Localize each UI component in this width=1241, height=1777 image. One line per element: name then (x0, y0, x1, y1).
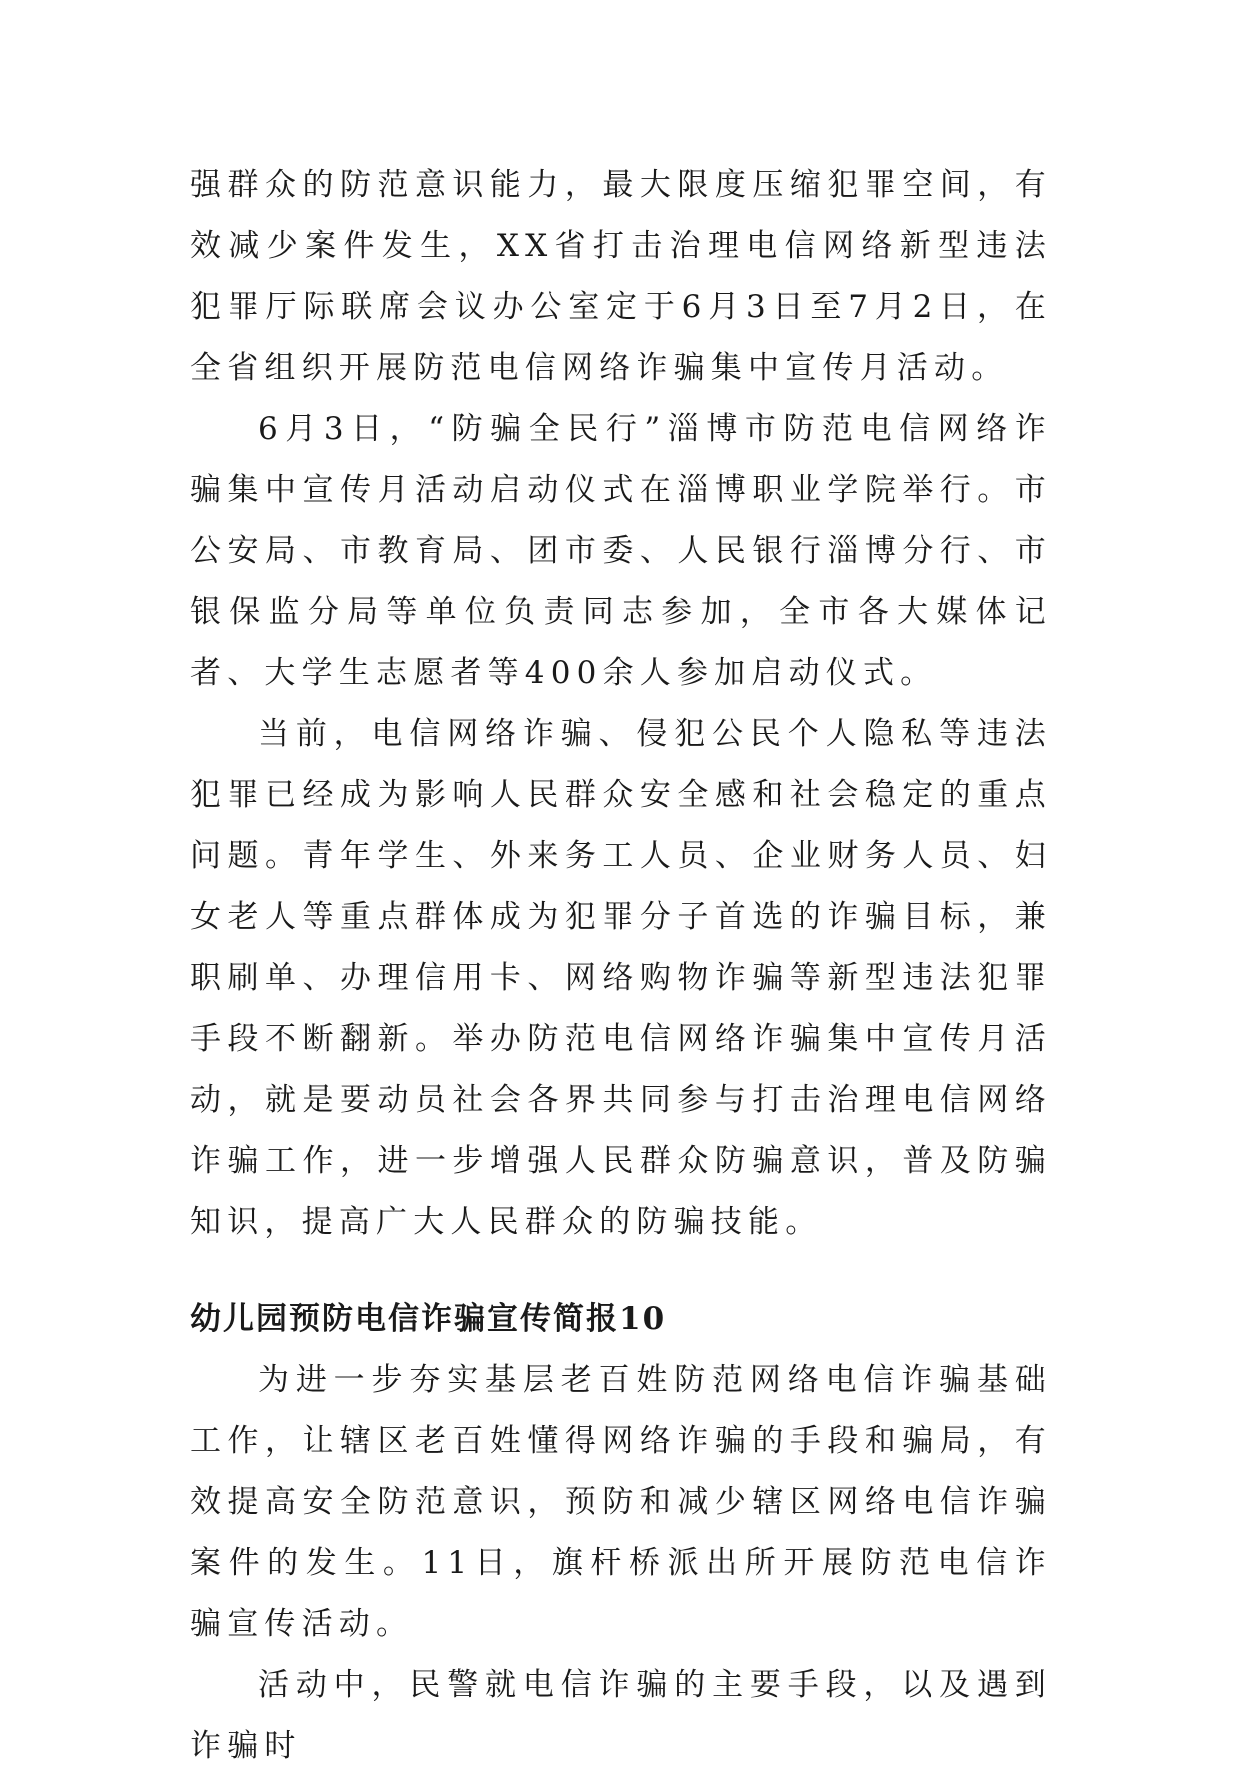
paragraph-1: 强群众的防范意识能力，最大限度压缩犯罪空间，有效减少案件发生，XX省打击治理电信网络新型违法犯罪厅际联席会议办公室定于6月3日至7月2日，在全省组织开展防范电信网络诈骗集中宣传月活动。 (190, 167, 1052, 386)
paragraph-2: 6月3日，“防骗全民行”淄博市防范电信网络诈骗集中宣传月活动启动仪式在淄博职业学院举行。市公安局、市教育局、团市委、人民银行淄博分行、市银保监分局等单位负责同志参加，全市各大媒体记者、大学生志愿者等400余人参加启动仪式。 (190, 411, 1052, 691)
document-body (190, 155, 1052, 1777)
paragraph-3: 当前，电信网络诈骗、侵犯公民个人隐私等违法犯罪已经成为影响人民群众安全感和社会稳定的重点问题。青年学生、外来务工人员、企业财务人员、妇女老人等重点群体成为犯罪分子首选的诈骗目标，兼职刷单、办理信用卡、网络购物诈骗等新型违法犯罪手段不断翻新。举办防范电信网络诈骗集中宣传月活动，就是要动员社会各界共同参与打击治理电信网络诈骗工作，进一步增强人民群众防骗意识，普及防骗知识，提高广大人民群众的防骗技能。 (190, 716, 1052, 1240)
section-paragraph-1: 为进一步夯实基层老百姓防范网络电信诈骗基础工作，让辖区老百姓懂得网络诈骗的手段和骗局，有效提高安全防范意识，预防和减少辖区网络电信诈骗案件的发生。11日，旗杆桥派出所开展防范电信诈骗宣传活动。 (190, 1362, 1052, 1642)
section-paragraph-2: 活动中，民警就电信诈骗的主要手段，以及遇到诈骗时 (190, 1667, 1052, 1764)
section-title: 幼儿园预防电信诈骗宣传简报10 (190, 1301, 667, 1337)
